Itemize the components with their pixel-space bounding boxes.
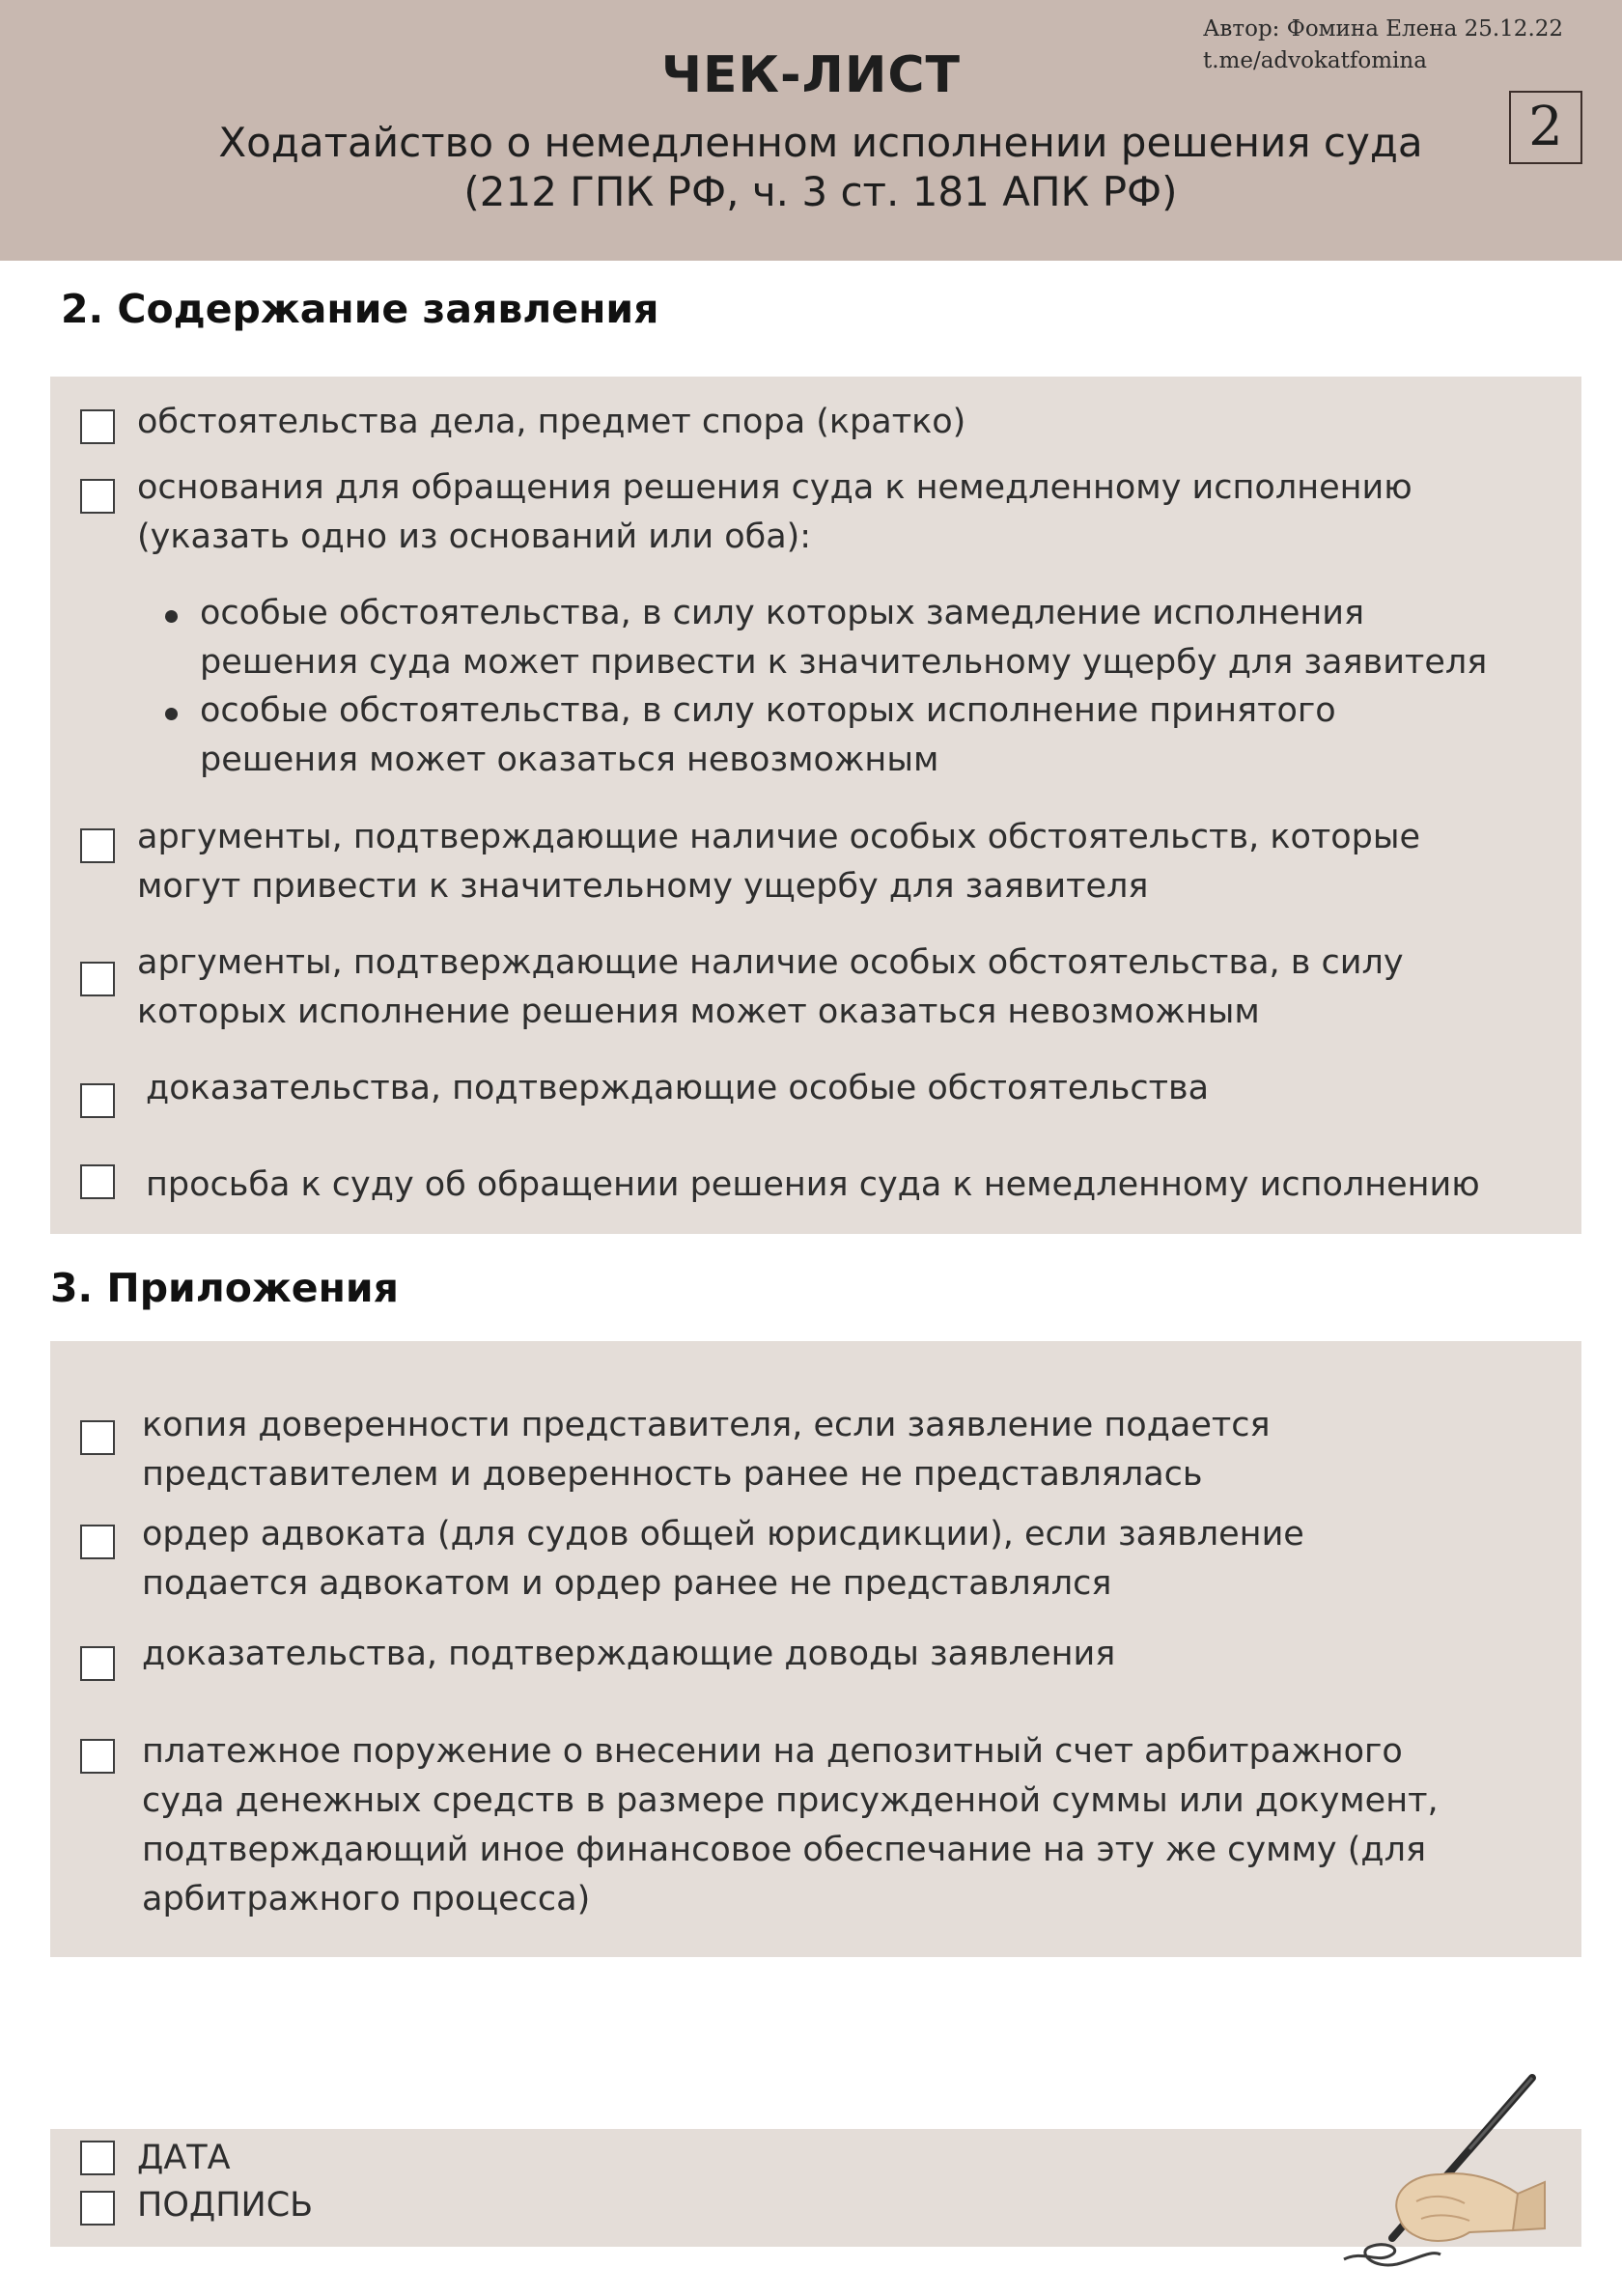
checkbox-icon[interactable] — [80, 1164, 115, 1199]
checklist-item: копия доверенности представителя, если заявление подается представителем и доверенность ранее не представлялась — [142, 1406, 1271, 1494]
checklist-item: обстоятельства дела, предмет спора (кратко) — [137, 403, 966, 441]
checklist-item: доказательства, подтверждающие доводы заявления — [142, 1635, 1116, 1673]
checkbox-icon[interactable] — [80, 1525, 115, 1559]
signing-hand-icon — [1325, 2066, 1547, 2287]
section-2-panel — [50, 377, 1581, 1234]
checklist-item: ордер адвоката (для судов общей юрисдикции), если заявление подается адвокатом и ордер ранее не представлялся — [142, 1515, 1304, 1603]
page-title: ЧЕК-ЛИСТ — [661, 46, 961, 104]
bullet-item: особые обстоятельства, в силу которых исполнение принятого решения может оказаться невозможным — [200, 691, 1336, 779]
subtitle-line-2: (212 ГПК РФ, ч. 3 ст. 181 АПК РФ) — [463, 168, 1178, 215]
checklist-item: просьба к суду об обращении решения суда к немедленному исполнению — [146, 1165, 1480, 1204]
checkbox-icon[interactable] — [80, 1083, 115, 1118]
subtitle-line-1: Ходатайство о немедленном исполнении решения суда — [218, 119, 1423, 166]
checkbox-icon[interactable] — [80, 479, 115, 514]
checkbox-icon[interactable] — [80, 409, 115, 444]
author-link[interactable]: t.me/advokatfomina — [1203, 48, 1427, 73]
bullet-item: особые обстоятельства, в силу которых замедление исполнения решения суда может привести к значительному ущербу для заявителя — [200, 594, 1488, 682]
checklist-item: аргументы, подтверждающие наличие особых обстоятельства, в силу которых исполнение решения может оказаться невозможным — [137, 943, 1404, 1031]
section-3-title: 3. Приложения — [50, 1265, 399, 1311]
page-number-badge: 2 — [1509, 91, 1582, 164]
checkbox-icon[interactable] — [80, 1739, 115, 1774]
checkbox-icon[interactable] — [80, 1646, 115, 1681]
author-name-date: Автор: Фомина Елена 25.12.22 — [1203, 16, 1564, 42]
checkbox-icon[interactable] — [80, 2141, 115, 2175]
bullet-icon — [165, 708, 178, 720]
checkbox-icon[interactable] — [80, 962, 115, 996]
document-subtitle — [0, 118, 1622, 216]
bullet-icon — [165, 610, 178, 623]
author-info — [1203, 14, 1563, 77]
checklist-item: основания для обращения решения суда к немедленному исполнению (указать одно из оснований или оба): — [137, 468, 1412, 556]
header-banner — [0, 0, 1622, 261]
date-label: ДАТА — [137, 2139, 231, 2177]
checkbox-icon[interactable] — [80, 828, 115, 863]
checklist-item: аргументы, подтверждающие наличие особых обстоятельств, которые могут привести к значительному ущербу для заявителя — [137, 818, 1421, 906]
signature-label: ПОДПИСЬ — [137, 2186, 314, 2225]
checklist-item: доказательства, подтверждающие особые обстоятельства — [146, 1069, 1210, 1107]
checklist-item: платежное поружение о внесении на депозитный счет арбитражного суда денежных средств в размере присужденной суммы или документ, подтверждающий иное финансовое обеспечание на эту же сумму (для арбитражного процесса) — [142, 1732, 1439, 1918]
checkbox-icon[interactable] — [80, 1420, 115, 1455]
section-2-title: 2. Содержание заявления — [61, 286, 659, 332]
section-3-panel — [50, 1341, 1581, 1957]
checkbox-icon[interactable] — [80, 2191, 115, 2226]
